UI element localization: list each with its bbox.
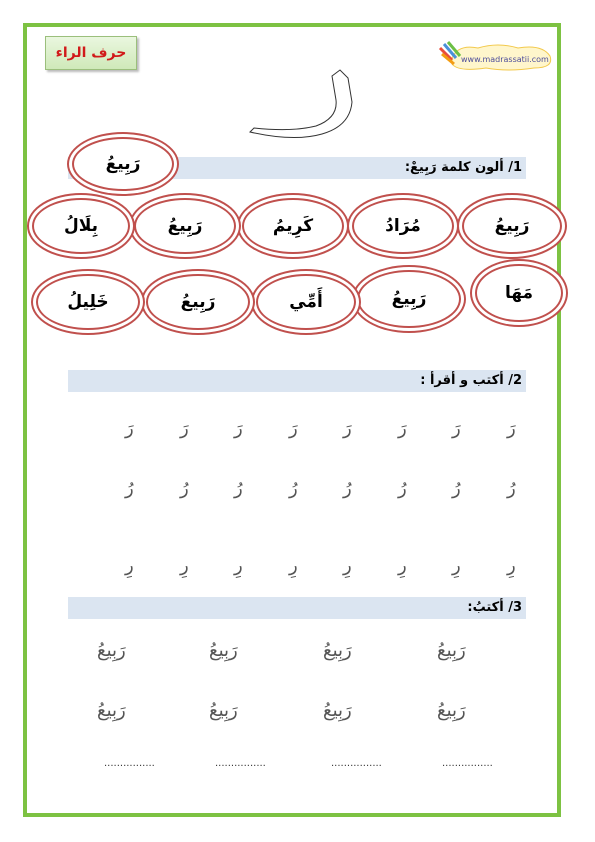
trace-letter: رُ: [507, 478, 516, 499]
word-trace: رَبِيعُ: [209, 640, 238, 661]
trace-letter: رَ: [452, 418, 461, 439]
trace-letter: رَ: [398, 418, 407, 439]
word-trace: رَبِيعُ: [97, 700, 126, 721]
letter-ra-outline: [240, 68, 360, 148]
trace-letter: رِ: [289, 555, 298, 576]
trace-letter: رَ: [125, 418, 134, 439]
trace-letter: رَ: [343, 418, 352, 439]
word-oval-r2-4[interactable]: رَبِيعُ: [146, 274, 250, 330]
trace-letter: رُ: [180, 478, 189, 499]
trace-letter: رُ: [398, 478, 407, 499]
section-2-heading: 2/ أكتب و أقرأ :: [68, 370, 526, 392]
word-oval-r2-2[interactable]: رَبِيعُ: [357, 270, 461, 328]
word-oval-r2-5[interactable]: خَلِيلُ: [36, 274, 140, 330]
trace-letter: رَ: [180, 418, 189, 439]
word-trace: رَبِيعُ: [97, 640, 126, 661]
word-trace: رَبِيعُ: [323, 700, 352, 721]
trace-letter: رِ: [452, 555, 461, 576]
word-oval-r2-1[interactable]: مَهَا: [475, 264, 563, 322]
trace-letter: رِ: [125, 555, 134, 576]
trace-letter: رِ: [180, 555, 189, 576]
writing-blank[interactable]: ................: [215, 758, 266, 769]
trace-letter: رَ: [507, 418, 516, 439]
writing-blank[interactable]: ................: [331, 758, 382, 769]
trace-letter: رِ: [234, 555, 243, 576]
logo-text: www.madrassatii.com: [461, 55, 549, 64]
trace-letter: رِ: [398, 555, 407, 576]
trace-letter: رَ: [234, 418, 243, 439]
word-trace: رَبِيعُ: [437, 640, 466, 661]
trace-letter: رِ: [507, 555, 516, 576]
word-oval-r2-3[interactable]: أَمِّي: [256, 274, 356, 330]
writing-blank[interactable]: ................: [104, 758, 155, 769]
word-oval-r1-2[interactable]: مُرَادُ: [352, 198, 454, 254]
writing-blank[interactable]: ................: [442, 758, 493, 769]
trace-letter: رِ: [343, 555, 352, 576]
word-trace: رَبِيعُ: [323, 640, 352, 661]
word-oval-r1-1[interactable]: رَبِيعُ: [462, 198, 562, 254]
page-title: حرف الراء: [45, 36, 137, 70]
trace-letter: رَ: [289, 418, 298, 439]
word-oval-r1-3[interactable]: كَرِيمُ: [242, 198, 344, 254]
word-oval-r1-5[interactable]: بِلَالُ: [32, 198, 130, 254]
word-trace: رَبِيعُ: [437, 700, 466, 721]
word-trace: رَبِيعُ: [209, 700, 238, 721]
trace-letter: رُ: [234, 478, 243, 499]
word-oval-r1-4[interactable]: رَبِيعُ: [134, 198, 236, 254]
target-word-oval: رَبِيعُ: [72, 137, 174, 191]
trace-letter: رُ: [125, 478, 134, 499]
section-1-heading: 1/ ألون كلمة رَبِيعْ:: [68, 157, 526, 179]
section-3-heading: 3/ أكتبُ:: [68, 597, 526, 619]
trace-letter: رُ: [289, 478, 298, 499]
trace-letter: رُ: [343, 478, 352, 499]
trace-letter: رُ: [452, 478, 461, 499]
